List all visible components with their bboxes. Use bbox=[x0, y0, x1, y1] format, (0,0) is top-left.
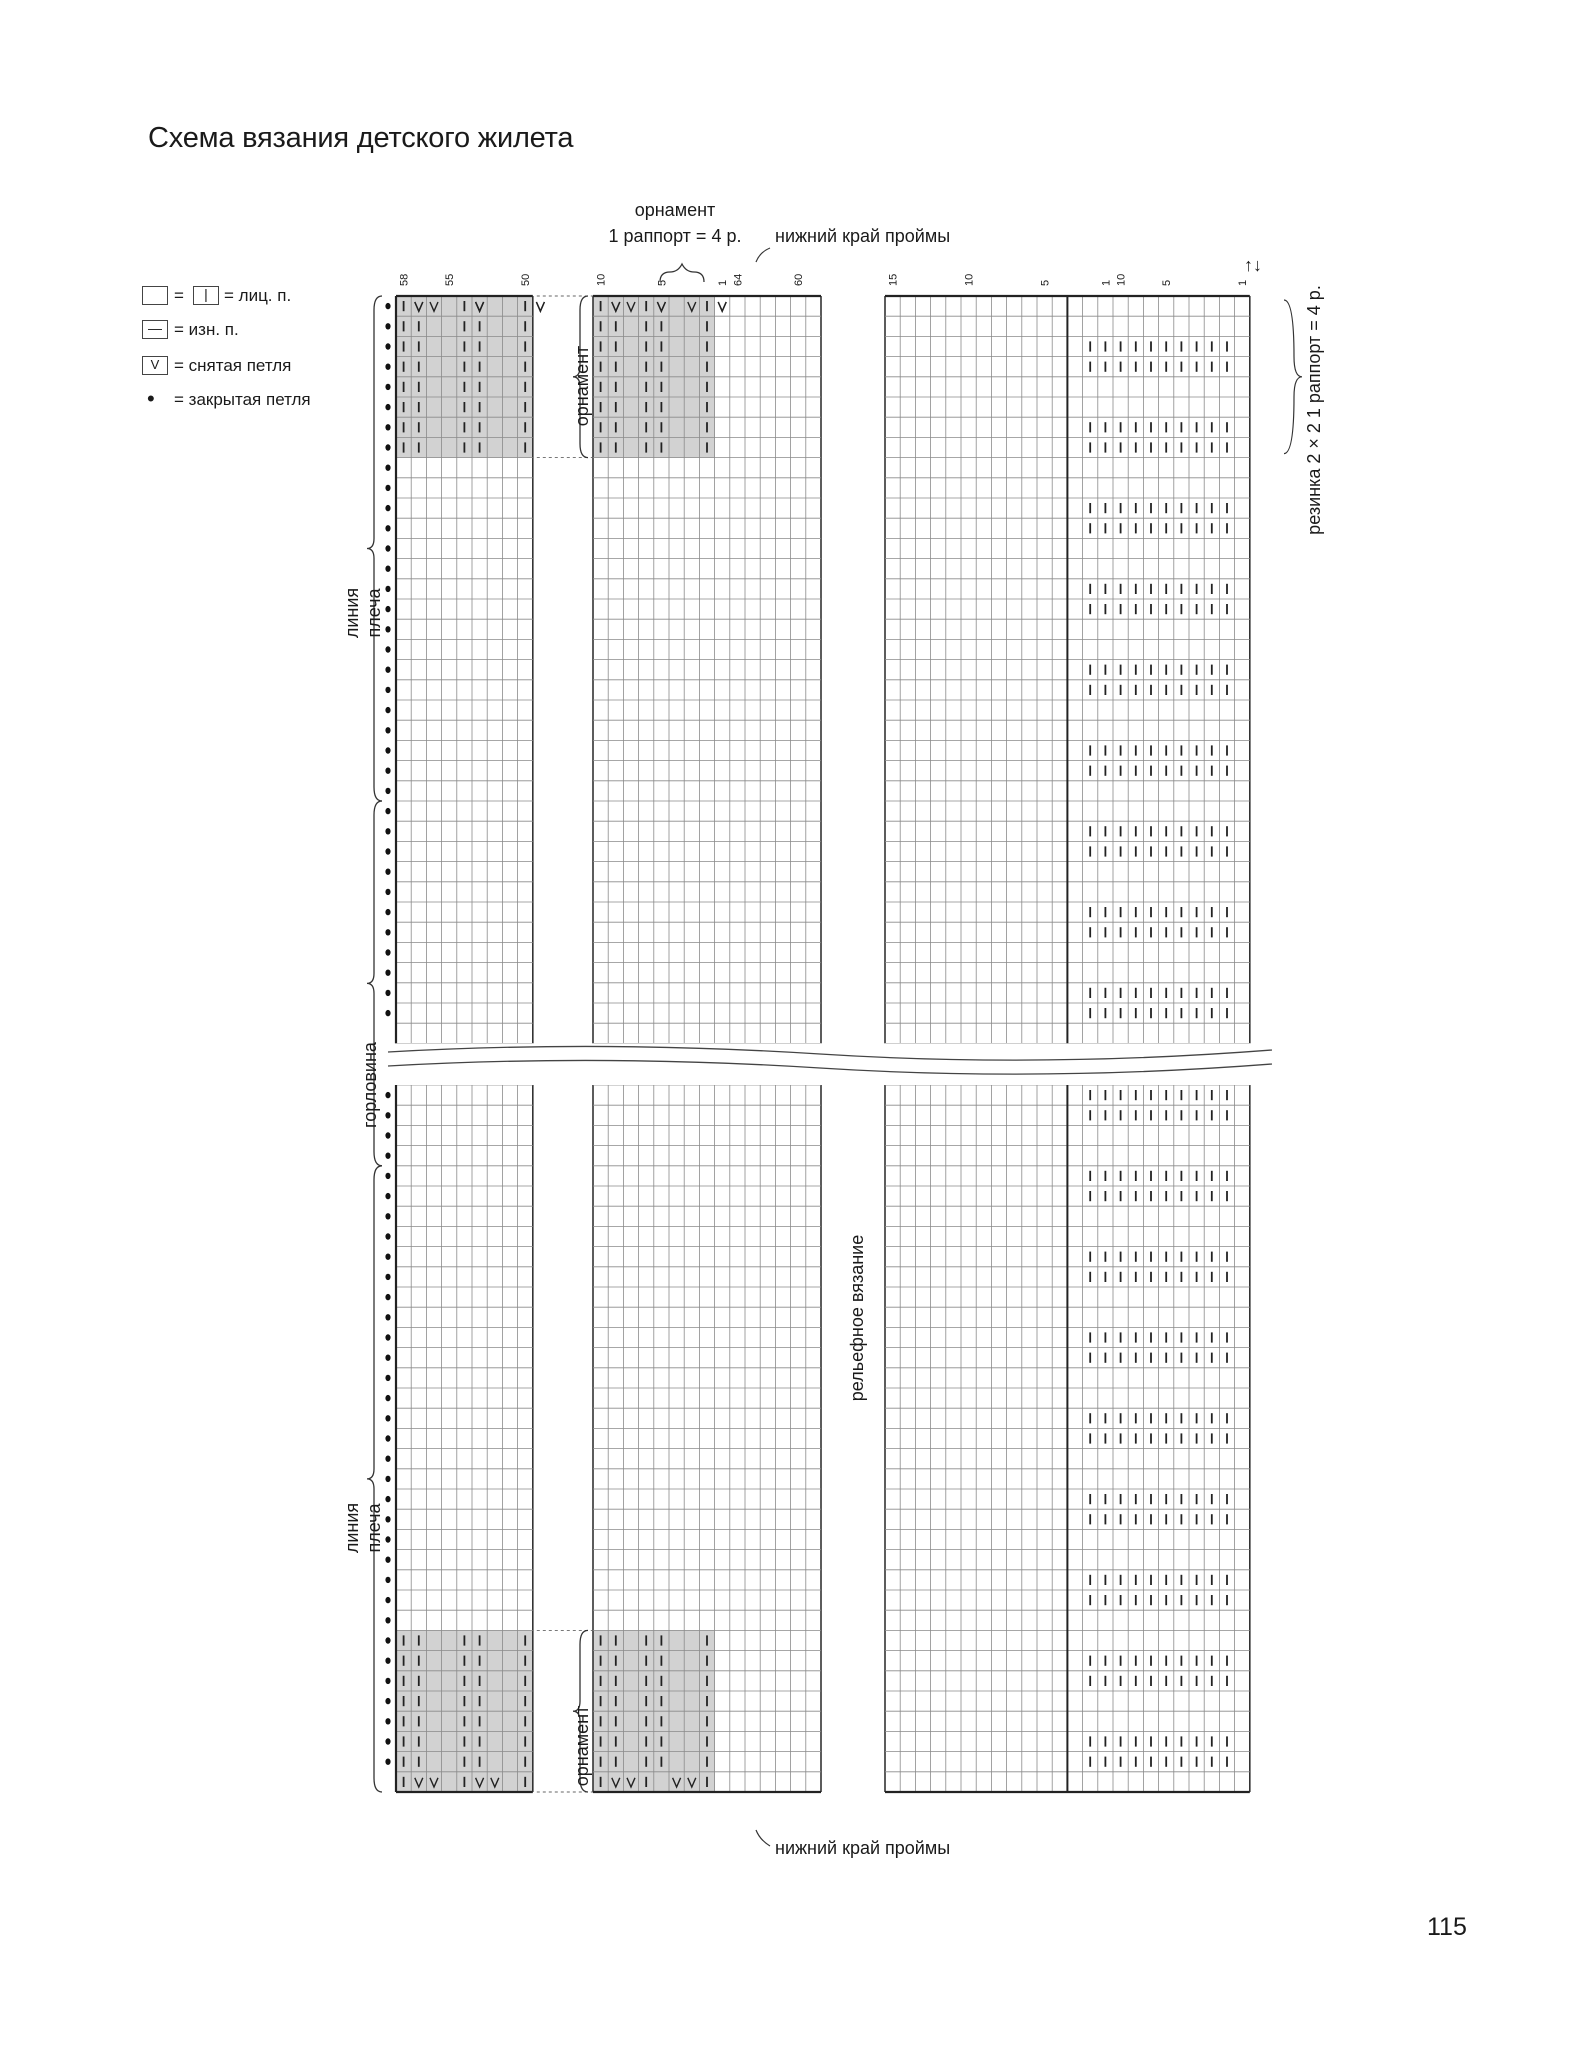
bind-off-dot bbox=[385, 566, 390, 572]
bind-off-dot bbox=[385, 1577, 390, 1583]
bind-off-dot bbox=[385, 1395, 390, 1401]
bind-off-dot bbox=[385, 1759, 390, 1765]
bind-off-dot bbox=[385, 1738, 390, 1744]
column-number: 1 bbox=[1100, 279, 1113, 286]
bind-off-dot bbox=[385, 1153, 390, 1159]
bind-off-dot bbox=[385, 586, 390, 592]
bind-off-dot bbox=[385, 1718, 390, 1724]
bind-off-dot bbox=[385, 970, 390, 976]
bind-off-dot bbox=[385, 1294, 390, 1300]
bind-off-dot bbox=[385, 1557, 390, 1563]
knit-symbol: | bbox=[193, 286, 219, 305]
bind-off-dot bbox=[385, 990, 390, 996]
bind-off-dot bbox=[385, 303, 390, 309]
legend-purl-text: = изн. п. bbox=[174, 320, 239, 339]
bind-off-dot bbox=[385, 465, 390, 471]
bind-off-dot bbox=[385, 1193, 390, 1199]
bind-off-dot bbox=[385, 1456, 390, 1462]
bind-off-dot bbox=[385, 1254, 390, 1260]
bind-off-dot bbox=[385, 1496, 390, 1502]
bind-off-dot bbox=[385, 1173, 390, 1179]
armhole-arrow-bottom bbox=[756, 1830, 770, 1846]
column-number: 50 bbox=[520, 273, 533, 286]
column-number: 10 bbox=[595, 273, 608, 286]
shoulder-line-label-top-1: линия bbox=[342, 587, 362, 639]
bind-off-dot bbox=[385, 1678, 390, 1684]
direction-arrows: ↑↓ bbox=[1244, 255, 1262, 275]
bind-off-dot bbox=[385, 384, 390, 390]
bind-off-dot bbox=[385, 1233, 390, 1239]
ornament-side-label-top: орнамент bbox=[572, 345, 592, 427]
bind-off-dot bbox=[385, 505, 390, 511]
bind-off-dot bbox=[385, 1375, 390, 1381]
bind-off-dot bbox=[385, 444, 390, 450]
bind-off-dot bbox=[385, 869, 390, 875]
bind-off-dot bbox=[385, 747, 390, 753]
legend-bind-text: = закрытая петля bbox=[174, 390, 311, 409]
bind-off-dot bbox=[385, 1597, 390, 1603]
bind-off-dot bbox=[385, 1010, 390, 1016]
bind-off-dot bbox=[385, 1698, 390, 1704]
bind-off-dot bbox=[385, 1658, 390, 1664]
column-number: 10 bbox=[963, 273, 976, 286]
shoulder-brace-bottom bbox=[367, 1166, 382, 1792]
bind-off-dot bbox=[385, 909, 390, 915]
neckline-label: горловина bbox=[360, 1042, 380, 1128]
ornament-side-label-bottom: орнамент bbox=[572, 1705, 592, 1787]
column-number: 64 bbox=[732, 273, 745, 286]
bind-off-dot bbox=[385, 1314, 390, 1320]
bind-off-dot bbox=[385, 545, 390, 551]
legend-knit-text: = лиц. п. bbox=[224, 286, 292, 305]
bind-off-dot bbox=[385, 364, 390, 370]
bind-off-dot bbox=[385, 404, 390, 410]
bind-off-dot bbox=[385, 687, 390, 693]
bind-off-dot bbox=[385, 606, 390, 612]
legend-slip-text: = снятая петля bbox=[174, 356, 292, 375]
bind-off-dot bbox=[385, 788, 390, 794]
shoulder-brace-top bbox=[367, 296, 382, 801]
column-number: 5 bbox=[656, 279, 669, 286]
armhole-top-label: нижний край проймы bbox=[775, 226, 951, 246]
column-number: 1 bbox=[1237, 279, 1250, 286]
bind-off-dot bbox=[385, 1516, 390, 1522]
column-number: 60 bbox=[793, 273, 806, 286]
shoulder-line-label-bottom-2: плеча bbox=[364, 1503, 384, 1553]
bind-off-dot bbox=[385, 626, 390, 632]
slip-symbol-mark bbox=[536, 302, 544, 311]
bind-off-dot bbox=[385, 646, 390, 652]
shoulder-line-label-top-2: плеча bbox=[364, 588, 384, 638]
bind-off-dot bbox=[385, 1213, 390, 1219]
bind-off-dot bbox=[385, 707, 390, 713]
column-number: 1 bbox=[717, 279, 730, 286]
armhole-bottom-label: нижний край проймы bbox=[775, 1838, 951, 1858]
bind-off-dot bbox=[385, 485, 390, 491]
column-number: 10 bbox=[1115, 273, 1128, 286]
bind-off-dot bbox=[385, 667, 390, 673]
bind-off-dot bbox=[385, 424, 390, 430]
repeat-brace bbox=[660, 264, 704, 282]
bind-off-dot bbox=[385, 727, 390, 733]
bind-off-dot bbox=[385, 768, 390, 774]
repeat-label: 1 раппорт = 4 р. bbox=[608, 226, 742, 246]
ornament-top-label: орнамент bbox=[634, 200, 716, 220]
slip-symbol-mark bbox=[718, 302, 726, 311]
bind-off-dot bbox=[385, 1092, 390, 1098]
rib-brace bbox=[1284, 300, 1302, 454]
bind-off-dot bbox=[385, 1617, 390, 1623]
bind-off-dot bbox=[385, 1112, 390, 1118]
page-title: Схема вязания детского жилета bbox=[148, 122, 574, 154]
bind-off-dot bbox=[385, 1274, 390, 1280]
column-number: 55 bbox=[444, 273, 457, 286]
bind-off-dot bbox=[385, 525, 390, 531]
bind-off-symbol: • bbox=[147, 386, 155, 411]
column-number: 15 bbox=[887, 273, 900, 286]
bind-off-dot bbox=[385, 323, 390, 329]
bind-off-dot bbox=[385, 1334, 390, 1340]
bind-off-dot bbox=[385, 343, 390, 349]
shoulder-line-label-bottom-1: линия bbox=[342, 1502, 362, 1554]
bind-off-dot bbox=[385, 1415, 390, 1421]
bind-off-dot bbox=[385, 1637, 390, 1643]
bind-off-dot bbox=[385, 848, 390, 854]
bind-off-dot bbox=[385, 1476, 390, 1482]
break-gap bbox=[380, 1043, 1280, 1085]
bind-off-dot bbox=[385, 1536, 390, 1542]
bind-off-dot bbox=[385, 1435, 390, 1441]
bind-off-dot bbox=[385, 828, 390, 834]
bind-off-dot bbox=[385, 929, 390, 935]
bind-off-dot bbox=[385, 1132, 390, 1138]
slip-symbol: V bbox=[142, 356, 168, 375]
page-number: 115 bbox=[1427, 1913, 1467, 1941]
bind-off-dot bbox=[385, 949, 390, 955]
column-number: 58 bbox=[398, 273, 411, 286]
armhole-arrow-top bbox=[756, 248, 770, 262]
column-number: 5 bbox=[1161, 279, 1174, 286]
rib-label: резинка 2 × 2 1 раппорт = 4 р. bbox=[1304, 285, 1324, 535]
bind-off-dot bbox=[385, 808, 390, 814]
chart-break bbox=[380, 1043, 1280, 1085]
column-number: 5 bbox=[1039, 279, 1052, 286]
purl-symbol: — bbox=[142, 320, 168, 339]
relief-knitting-label: рельефное вязание bbox=[847, 1234, 867, 1402]
bind-off-dot bbox=[385, 1355, 390, 1361]
bind-off-dot bbox=[385, 889, 390, 895]
